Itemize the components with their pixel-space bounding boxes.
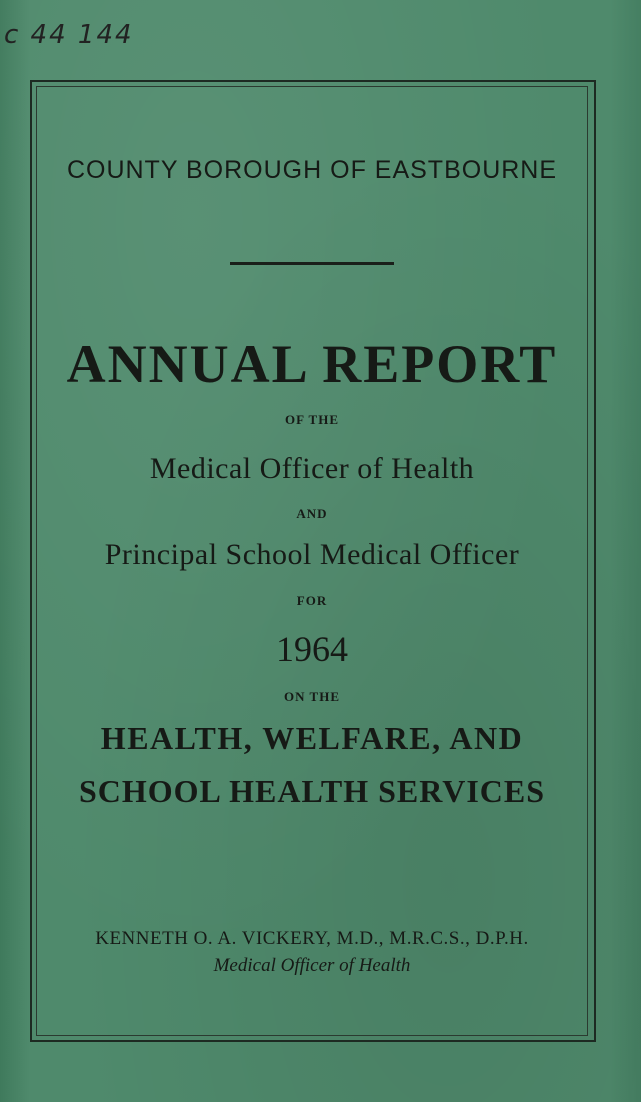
on-the-label: ON THE: [284, 689, 340, 704]
report-year: 1964: [276, 629, 348, 669]
divider-rule: [230, 262, 394, 265]
medical-officer-title: Medical Officer of Health: [149, 452, 475, 485]
handwritten-annotation: c 44 144: [4, 20, 134, 50]
for-label: FOR: [296, 593, 328, 608]
author-title: Medical Officer of Health: [213, 955, 411, 976]
services-heading-line2: SCHOOL HEALTH SERVICES: [78, 773, 546, 809]
and-label: AND: [296, 506, 328, 521]
author-name: KENNETH O. A. VICKERY, M.D., M.R.C.S., D.P.H.: [95, 928, 529, 949]
of-the-label: OF THE: [284, 412, 340, 427]
principal-officer-title: Principal School Medical Officer: [104, 538, 520, 571]
report-title: ANNUAL REPORT: [66, 334, 558, 394]
county-heading: COUNTY BOROUGH OF EASTBOURNE: [66, 156, 558, 184]
services-heading-line1: HEALTH, WELFARE, AND: [100, 720, 524, 756]
